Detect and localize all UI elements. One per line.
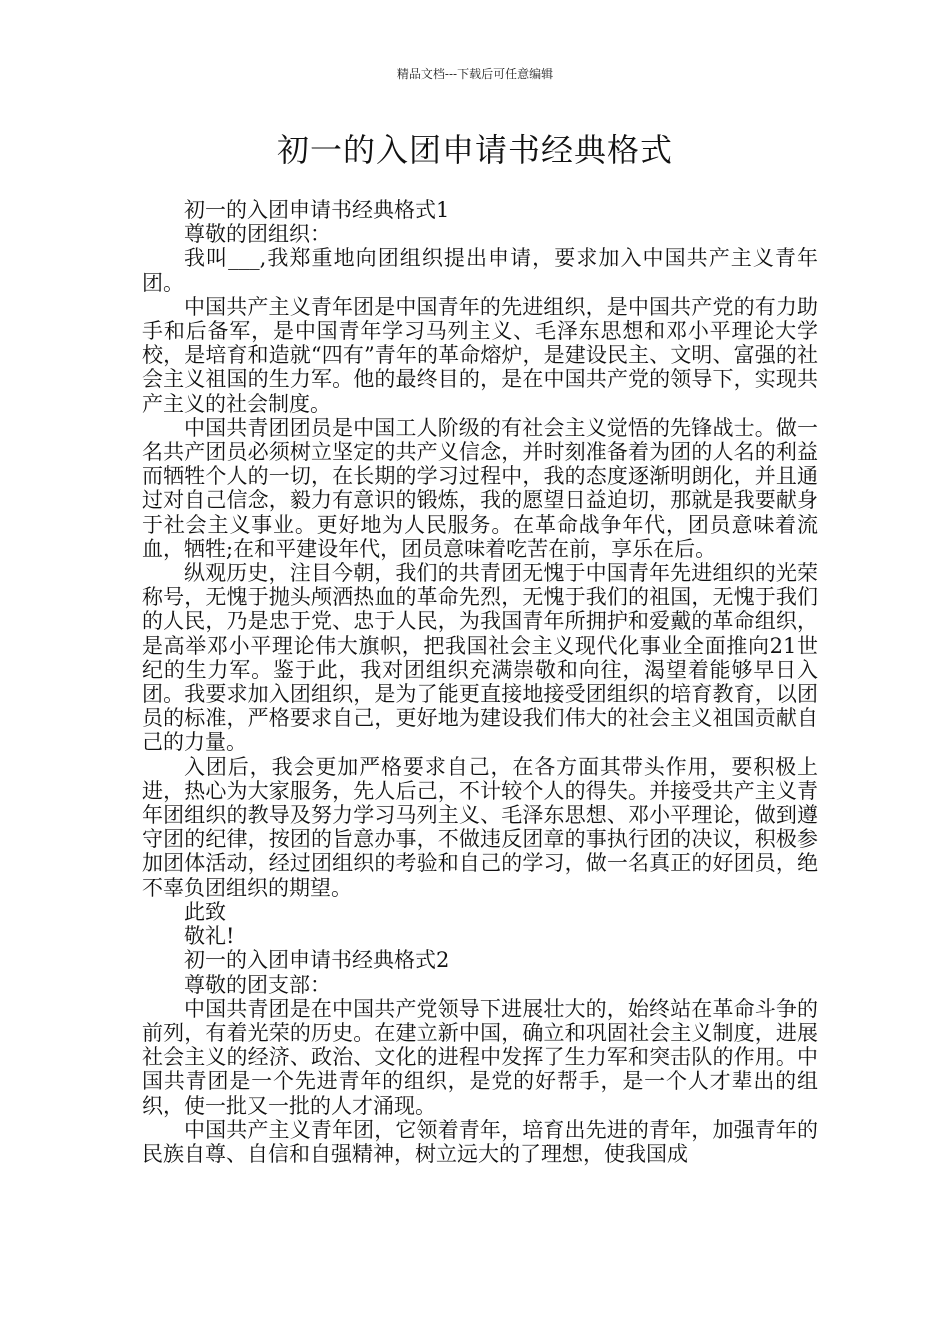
- section-heading: 初一的入团申请书经典格式1: [184, 198, 450, 222]
- paragraph: 入团后，我会更加严格要求自己，在各方面其带头作用，要积极上进，热心为大家服务，先人后己，不计较个人的得失。并接受共产主义青年团组织的教导及努力学习马列主义、毛泽东思想、邓小平理论，做到遵守团的纪律，按团的旨意办事，不做违反团章的事执行团的决议，积极参加团体活动，经过团组织的考验和自己的学习，做一名真正的好团员，绝不辜负团组织的期望。: [142, 754, 818, 900]
- header-note: 精品文档---下载后可任意编辑: [396, 67, 554, 81]
- paragraph: 中国共青团团员是中国工人阶级的有社会主义觉悟的先锋战士。做一名共产团员必须树立坚定的共产义信念，并时刻准备着为团的人名的利益而牺牲个人的一切，在长期的学习过程中，我的态度逐渐明朗化，并且通过对自己信念，毅力有意识的锻炼，我的愿望日益迫切，那就是我要献身于社会主义事业。更好地为人民服务。在革命战争年代，团员意味着流血，牺牲;在和平建设年代，团员意味着吃苦在前，享乐在后。: [142, 415, 818, 561]
- document-title: 初一的入团申请书经典格式: [276, 131, 673, 169]
- closing-line: 敬礼!: [184, 924, 235, 949]
- paragraph: 中国共青团是在中国共产党领导下进展壮大的，始终站在革命斗争的前列，有着光荣的历史。在建立新中国，确立和巩固社会主义制度，进展社会主义的经济、政治、文化的进程中发挥了生力军和突击队的作用。中国共青团是一个先进青年的组织，是党的好帮手，是一个人才辈出的组织，使一批又一批的人才涌现。: [142, 996, 818, 1118]
- paragraph: 纵观历史，注目今朝，我们的共青团无愧于中国青年先进组织的光荣称号，无愧于抛头颅洒热血的革命先烈，无愧于我们的祖国，无愧于我们的人民，乃是忠于党、忠于人民，为我国青年所拥护和爱戴的革命组织，是高举邓小平理论伟大旗帜，把我国社会主义现代化事业全面推向21世纪的生力军。鉴于此，我对团组织充满崇敬和向往，渴望着能够早日入团。我要求加入团组织，是为了能更直接地接受团组织的培育教育，以团员的标准，严格要求自己，更好地为建设我们伟大的社会主义祖国贡献自己的力量。: [142, 561, 818, 755]
- salutation: 尊敬的团支部：: [184, 972, 331, 997]
- section-heading: 初一的入团申请书经典格式2: [184, 948, 450, 973]
- paragraph: 中国共产主义青年团是中国青年的先进组织，是中国共产党的有力助手和后备军，是中国青年学习马列主义、毛泽东思想和邓小平理论大学校，是培育和造就“四有”青年的革命熔炉，是建设民主、文明、富强的社会主义祖国的生力军。他的最终目的，是在中国共产党的领导下，实现共产主义的社会制度。: [142, 294, 818, 416]
- closing-line: 此致: [184, 899, 226, 924]
- salutation: 尊敬的团组织：: [184, 222, 331, 247]
- paragraph: 中国共产主义青年团，它领着青年，培育出先进的青年，加强青年的民族自尊、自信和自强精神，树立远大的了理想，使我国成: [142, 1117, 818, 1166]
- paragraph: 我叫___,我郑重地向团组织提出申请，要求加入中国共产主义青年团。: [142, 246, 818, 295]
- document-body: [142, 198, 818, 1166]
